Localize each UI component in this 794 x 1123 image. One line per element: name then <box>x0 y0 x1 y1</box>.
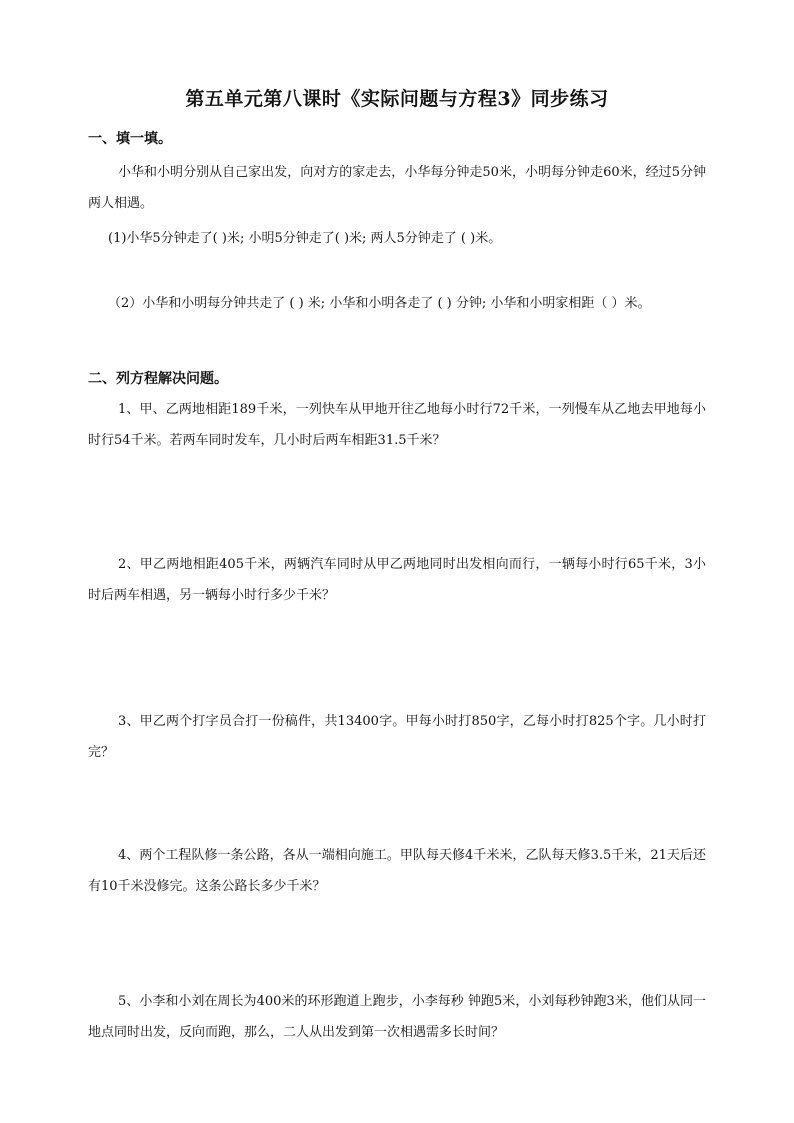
fill-intro-paragraph: 小华和小明分别从自己家出发，向对方的家走去，小华每分钟走50米，小明每分钟走60米，经过5分钟两人相遇。 <box>88 165 706 211</box>
problem-5: 5、小李和小刘在周长为400米的环形跑道上跑步，小李每秒 钟跑5米，小刘每秒钟跑3米，他们从同一地点同时出发，反向而跑，那么，二人从出发到第一次相遇需多长时间？ <box>88 994 706 1040</box>
problem-3: 3、甲乙两个打字员合打一份稿件，共13400字。甲每小时打850字，乙每小时打825个字。几小时打完？ <box>88 714 706 760</box>
problem-1: 1、甲、乙两地相距189千米，一列快车从甲地开往乙地每小时行72千米，一列慢车从乙地去甲地每小时行54千米。若两车同时发车，几小时后两车相距31.5千米？ <box>88 402 706 448</box>
section-equation-heading: 二、列方程解决问题。 <box>88 371 228 387</box>
fill-question-2: （2）小华和小明每分钟共走了 ( ) 米; 小华和小明各走了 ( ) 分钟; 小华和小明家相距（ ）米。 <box>108 296 651 311</box>
problem-4: 4、两个工程队修一条公路，各从一端相向施工。甲队每天修4千米米，乙队每天修3.5千米，21天后还有10千米没修完。这条公路长多少千米？ <box>88 848 706 894</box>
fill-question-1: (1)小华5分钟走了( )米; 小明5分钟走了( )米; 两人5分钟走了 ( )米。 <box>108 231 502 246</box>
problem-2: 2、甲乙两地相距405千米，两辆汽车同时从甲乙两地同时出发相向而行，一辆每小时行65千米，3小时后两车相遇，另一辆每小时行多少千米？ <box>88 557 706 603</box>
page-title: 第五单元第八课时《实际问题与方程3》同步练习 <box>185 88 609 110</box>
section-fill-heading: 一、填一填。 <box>88 131 172 147</box>
